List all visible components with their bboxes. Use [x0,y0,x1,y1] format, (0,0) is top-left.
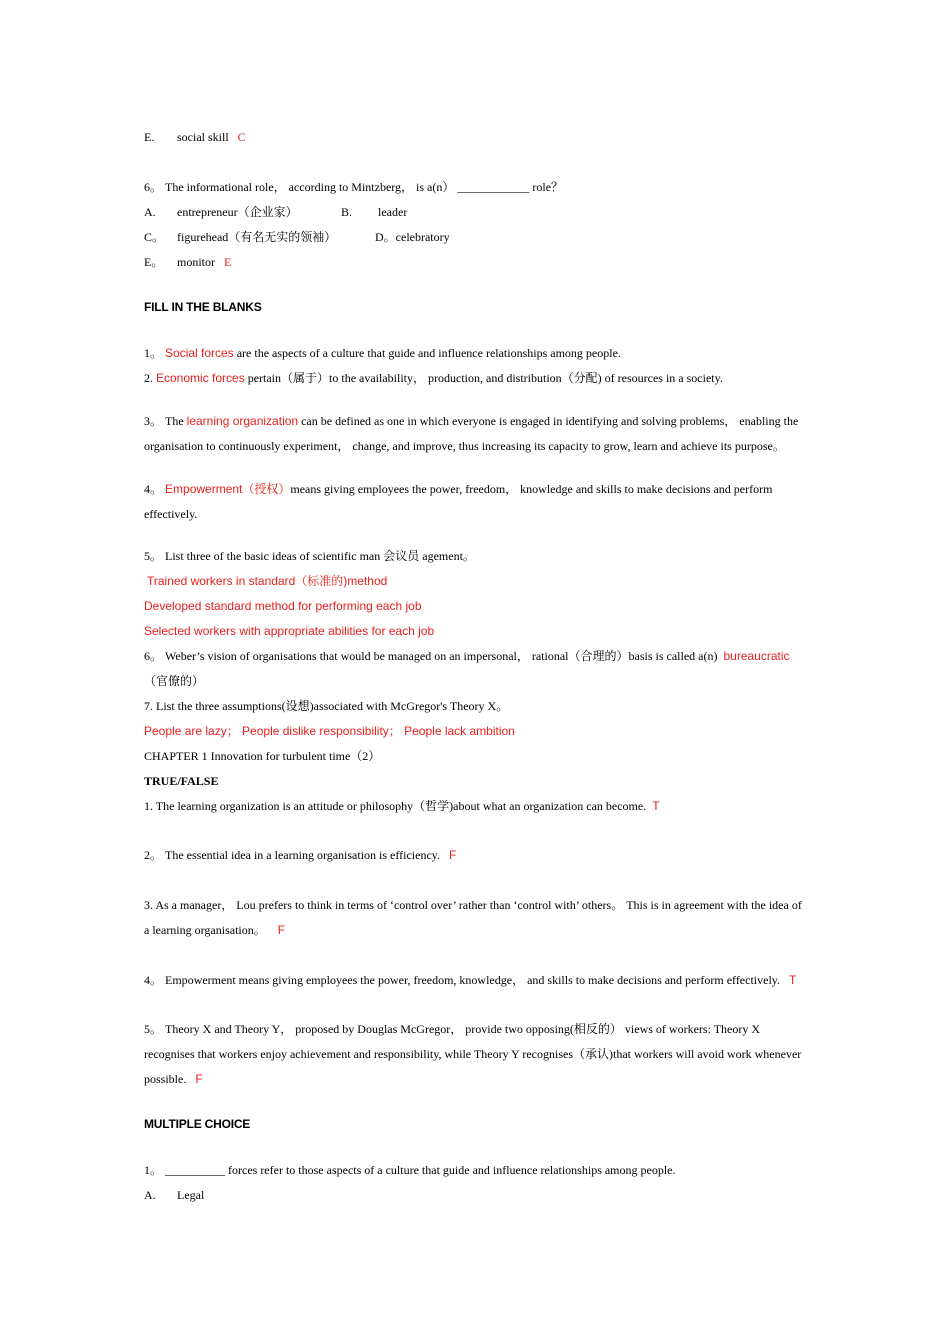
option-label: E. [144,130,155,144]
mc-item-1: 1。 __________ forces refer to those aspects of a culture that guide and influence relationships among people. [144,1163,676,1177]
answer-line: Developed standard method for performing each job [144,599,422,613]
item-number: 4。 [144,482,163,496]
tf-item-5-end [144,1072,203,1087]
option-text: leader [378,205,408,219]
answer-line: People are lazy； People dislike responsibility； People lack ambition [144,724,515,738]
tf-item-3: 3. As a manager， Lou prefers to think in terms of ‘control over’ rather than ‘control with’ others。 This is in agreement with the idea of [144,898,802,912]
item-text: 1. The learning organization is an attitude or philosophy（哲学)about what an organization can become. [144,799,647,813]
fill-item-3-cont: organisation to continuously experiment， change, and improve, thus increasing its capacity to grow, learn and achieve its purpose。 [144,439,785,453]
answer-key: T [652,799,660,813]
option-label: E。 [144,255,164,269]
answer-key: Social forces [165,346,234,360]
fill-item-1 [144,346,621,361]
tf-item-1 [144,799,660,814]
answer-key: F [449,848,457,862]
item-text: can be defined as one in which everyone is engaged in identifying and solving problems， enabling the [301,414,799,428]
option-label: A. [144,205,156,219]
item-text: means giving employees the power, freedom， knowledge and skills to make decisions and perform [290,482,773,496]
option-e-line [144,255,231,270]
fill-item-6-cont: （官僚的） [144,674,205,688]
option-text: D。celebratory [375,230,450,244]
item-text: 6。 Weber’s vision of organisations that would be managed on an impersonal， rational（合理的）basis is called a(n) [144,649,718,663]
answer-key: Economic forces [156,371,245,385]
fill-item-7: 7. List the three assumptions(设想)associated with McGregor's Theory X。 [144,699,509,713]
tf-item-2 [144,848,456,863]
chapter-title: CHAPTER 1 Innovation for turbulent time（2） [144,749,381,763]
question-number: 6。 [144,180,163,194]
section-heading-multiple-choice: MULTIPLE CHOICE [144,1117,251,1131]
answer-line: Trained workers in standard（标准的)method [147,574,388,588]
tf-item-5: 5。 Theory X and Theory Y， proposed by Douglas McGregor， provide two opposing(相反的） views of workers: Theory X [144,1022,761,1036]
fill-item-3 [144,414,798,429]
item-text: a learning organisation。 [144,923,266,937]
answer-key: C [237,130,246,144]
item-text: 4。 Empowerment means giving employees the power, freedom, knowledge， and skills to make decisions and perform effectively. [144,973,781,987]
answer-key: F [277,923,286,937]
answer-line: Selected workers with appropriate abilities for each job [144,624,435,638]
item-number: 2. [144,371,153,385]
tf-item-3-cont [144,923,285,938]
option-label: B. [341,205,353,219]
question-6-stem [144,180,563,195]
tf-item-4 [144,973,796,988]
tf-item-5-cont: recognises that workers enjoy achievement and responsibility, while Theory Y recognises（承认)that workers will avoid work whenever [144,1047,802,1061]
fill-item-4-cont: effectively. [144,507,198,521]
option-text: social skill [177,130,229,144]
section-heading-truefalse: TRUE/FALSE [144,774,219,788]
fill-item-5: 5。 List three of the basic ideas of scientific man 会议员 agement。 [144,549,475,563]
option-a-line [144,1188,204,1203]
fill-item-6 [144,649,790,664]
answer-key: T [789,973,797,987]
question-text: The informational role， according to Mintzberg， is a(n） ____________ role？ [165,180,564,194]
item-text: are the aspects of a culture that guide and influence relationships among people. [236,346,621,360]
item-text: 2。 The essential idea in a learning organisation is efficiency. [144,848,441,862]
answer-key: E [224,255,232,269]
option-text: entrepreneur（企业家） [177,205,298,219]
answer-key: learning organization [186,414,299,428]
item-text: pertain（属于）to the availability， production, and distribution（分配) of resources in a society. [247,371,723,385]
item-text: possible. [144,1072,187,1086]
item-number: 1。 [144,346,163,360]
option-text: figurehead（有名无实的领袖） [177,230,337,244]
answer-key: Empowerment（授权） [165,482,291,496]
option-text: Legal [177,1188,205,1202]
section-heading-fill: FILL IN THE BLANKS [144,300,262,314]
options-c-d [144,230,450,245]
item-number: 3。 The [144,414,184,428]
option-label: C。 [144,230,165,244]
option-text: monitor [177,255,215,269]
fill-item-2 [144,371,723,386]
options-a-b [144,205,407,220]
option-e-line [144,130,246,145]
fill-item-4 [144,482,772,497]
answer-key: F [195,1072,203,1086]
answer-key: bureaucratic [723,649,790,663]
option-label: A. [144,1188,156,1202]
